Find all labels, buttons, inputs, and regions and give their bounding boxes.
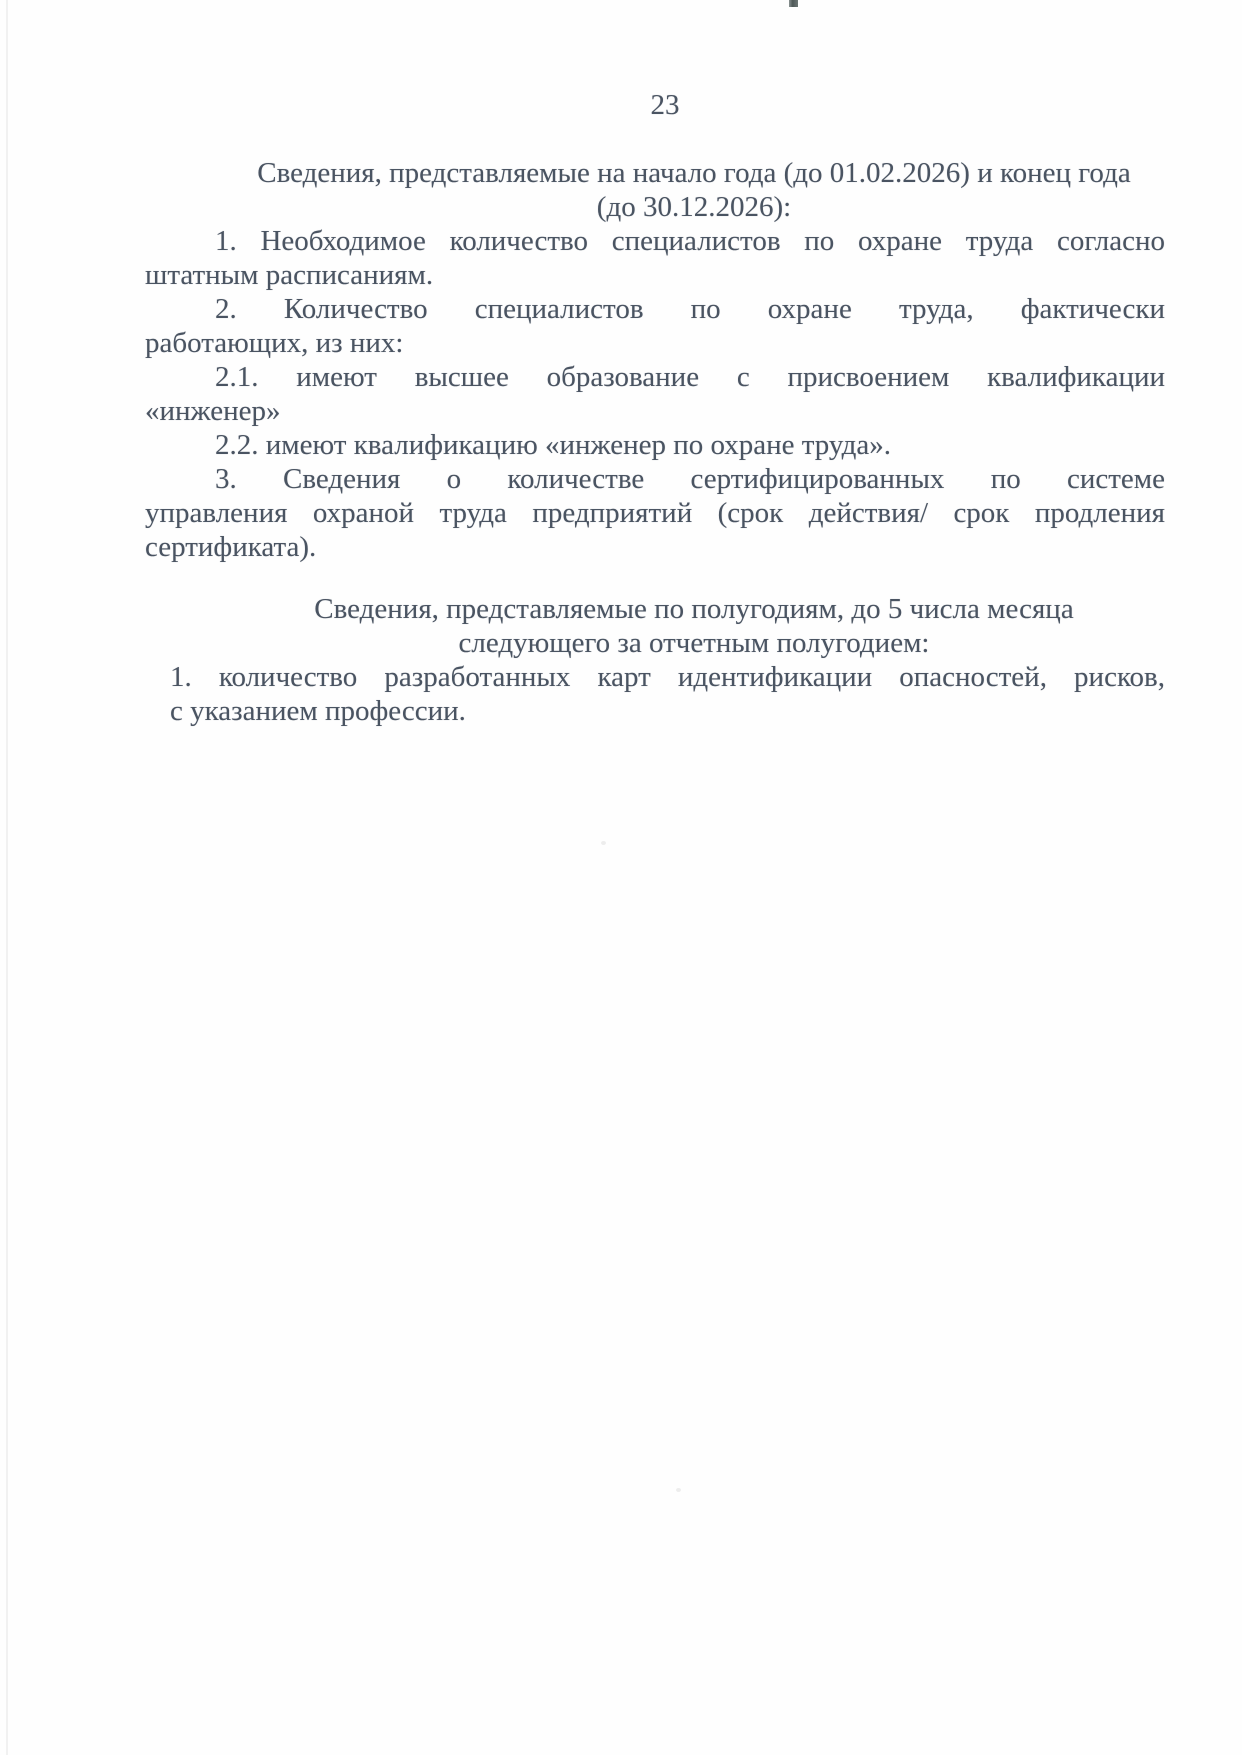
annual-item-2-line-1: 2. Количество специалистов по охране труда, фактически — [215, 293, 1165, 325]
annual-item-2 — [145, 292, 1165, 360]
annual-item-1-line-2: штатным расписаниям. — [145, 259, 434, 291]
annual-item-2-2 — [145, 428, 1165, 462]
scan-dust-dot — [601, 841, 606, 845]
heading-annual — [145, 156, 1165, 224]
page-number: 23 — [650, 89, 680, 121]
semiannual-item-1 — [170, 660, 1165, 728]
annual-item-3-line-1: 3. Сведения о количестве сертифицированных по системе — [215, 463, 1165, 495]
annual-item-3 — [145, 462, 1165, 564]
annual-item-1-line-1: 1. Необходимое количество специалистов по охране труда согласно — [215, 225, 1165, 257]
annual-item-2-1-line-1: 2.1. имеют высшее образование с присвоением квалификации — [215, 361, 1165, 393]
scan-artifact-speck — [789, 0, 798, 7]
heading-annual-line-2: (до 30.12.2026): — [596, 191, 792, 223]
annual-item-2-1-line-2: «инженер» — [145, 395, 281, 427]
heading-annual-line-1: Сведения, представляемые на начало года (до 01.02.2026) и конец года — [257, 157, 1131, 189]
annual-item-3-line-2: управления охраной труда предприятий (срок действия/ срок продления — [145, 497, 1165, 529]
scan-edge-streak — [6, 0, 8, 1755]
semiannual-item-1-line-1: 1. количество разработанных карт идентификации опасностей, рисков, — [170, 661, 1165, 693]
page-content — [145, 88, 1165, 728]
semiannual-item-1-line-2: с указанием профессии. — [170, 695, 466, 727]
heading-semiannual-line-2: следующего за отчетным полугодием: — [458, 627, 930, 659]
heading-semiannual — [145, 592, 1165, 660]
annual-item-2-2-line-1: 2.2. имеют квалификацию «инженер по охране труда». — [215, 429, 891, 461]
annual-item-2-line-2: работающих, из них: — [145, 327, 404, 359]
heading-semiannual-line-1: Сведения, представляемые по полугодиям, до 5 числа месяца — [314, 593, 1074, 625]
section-spacer — [145, 564, 1165, 592]
annual-item-2-1 — [145, 360, 1165, 428]
annual-item-3-line-3: сертификата). — [145, 531, 317, 563]
scan-dust-dot — [676, 1488, 681, 1492]
annual-item-1 — [145, 224, 1165, 292]
